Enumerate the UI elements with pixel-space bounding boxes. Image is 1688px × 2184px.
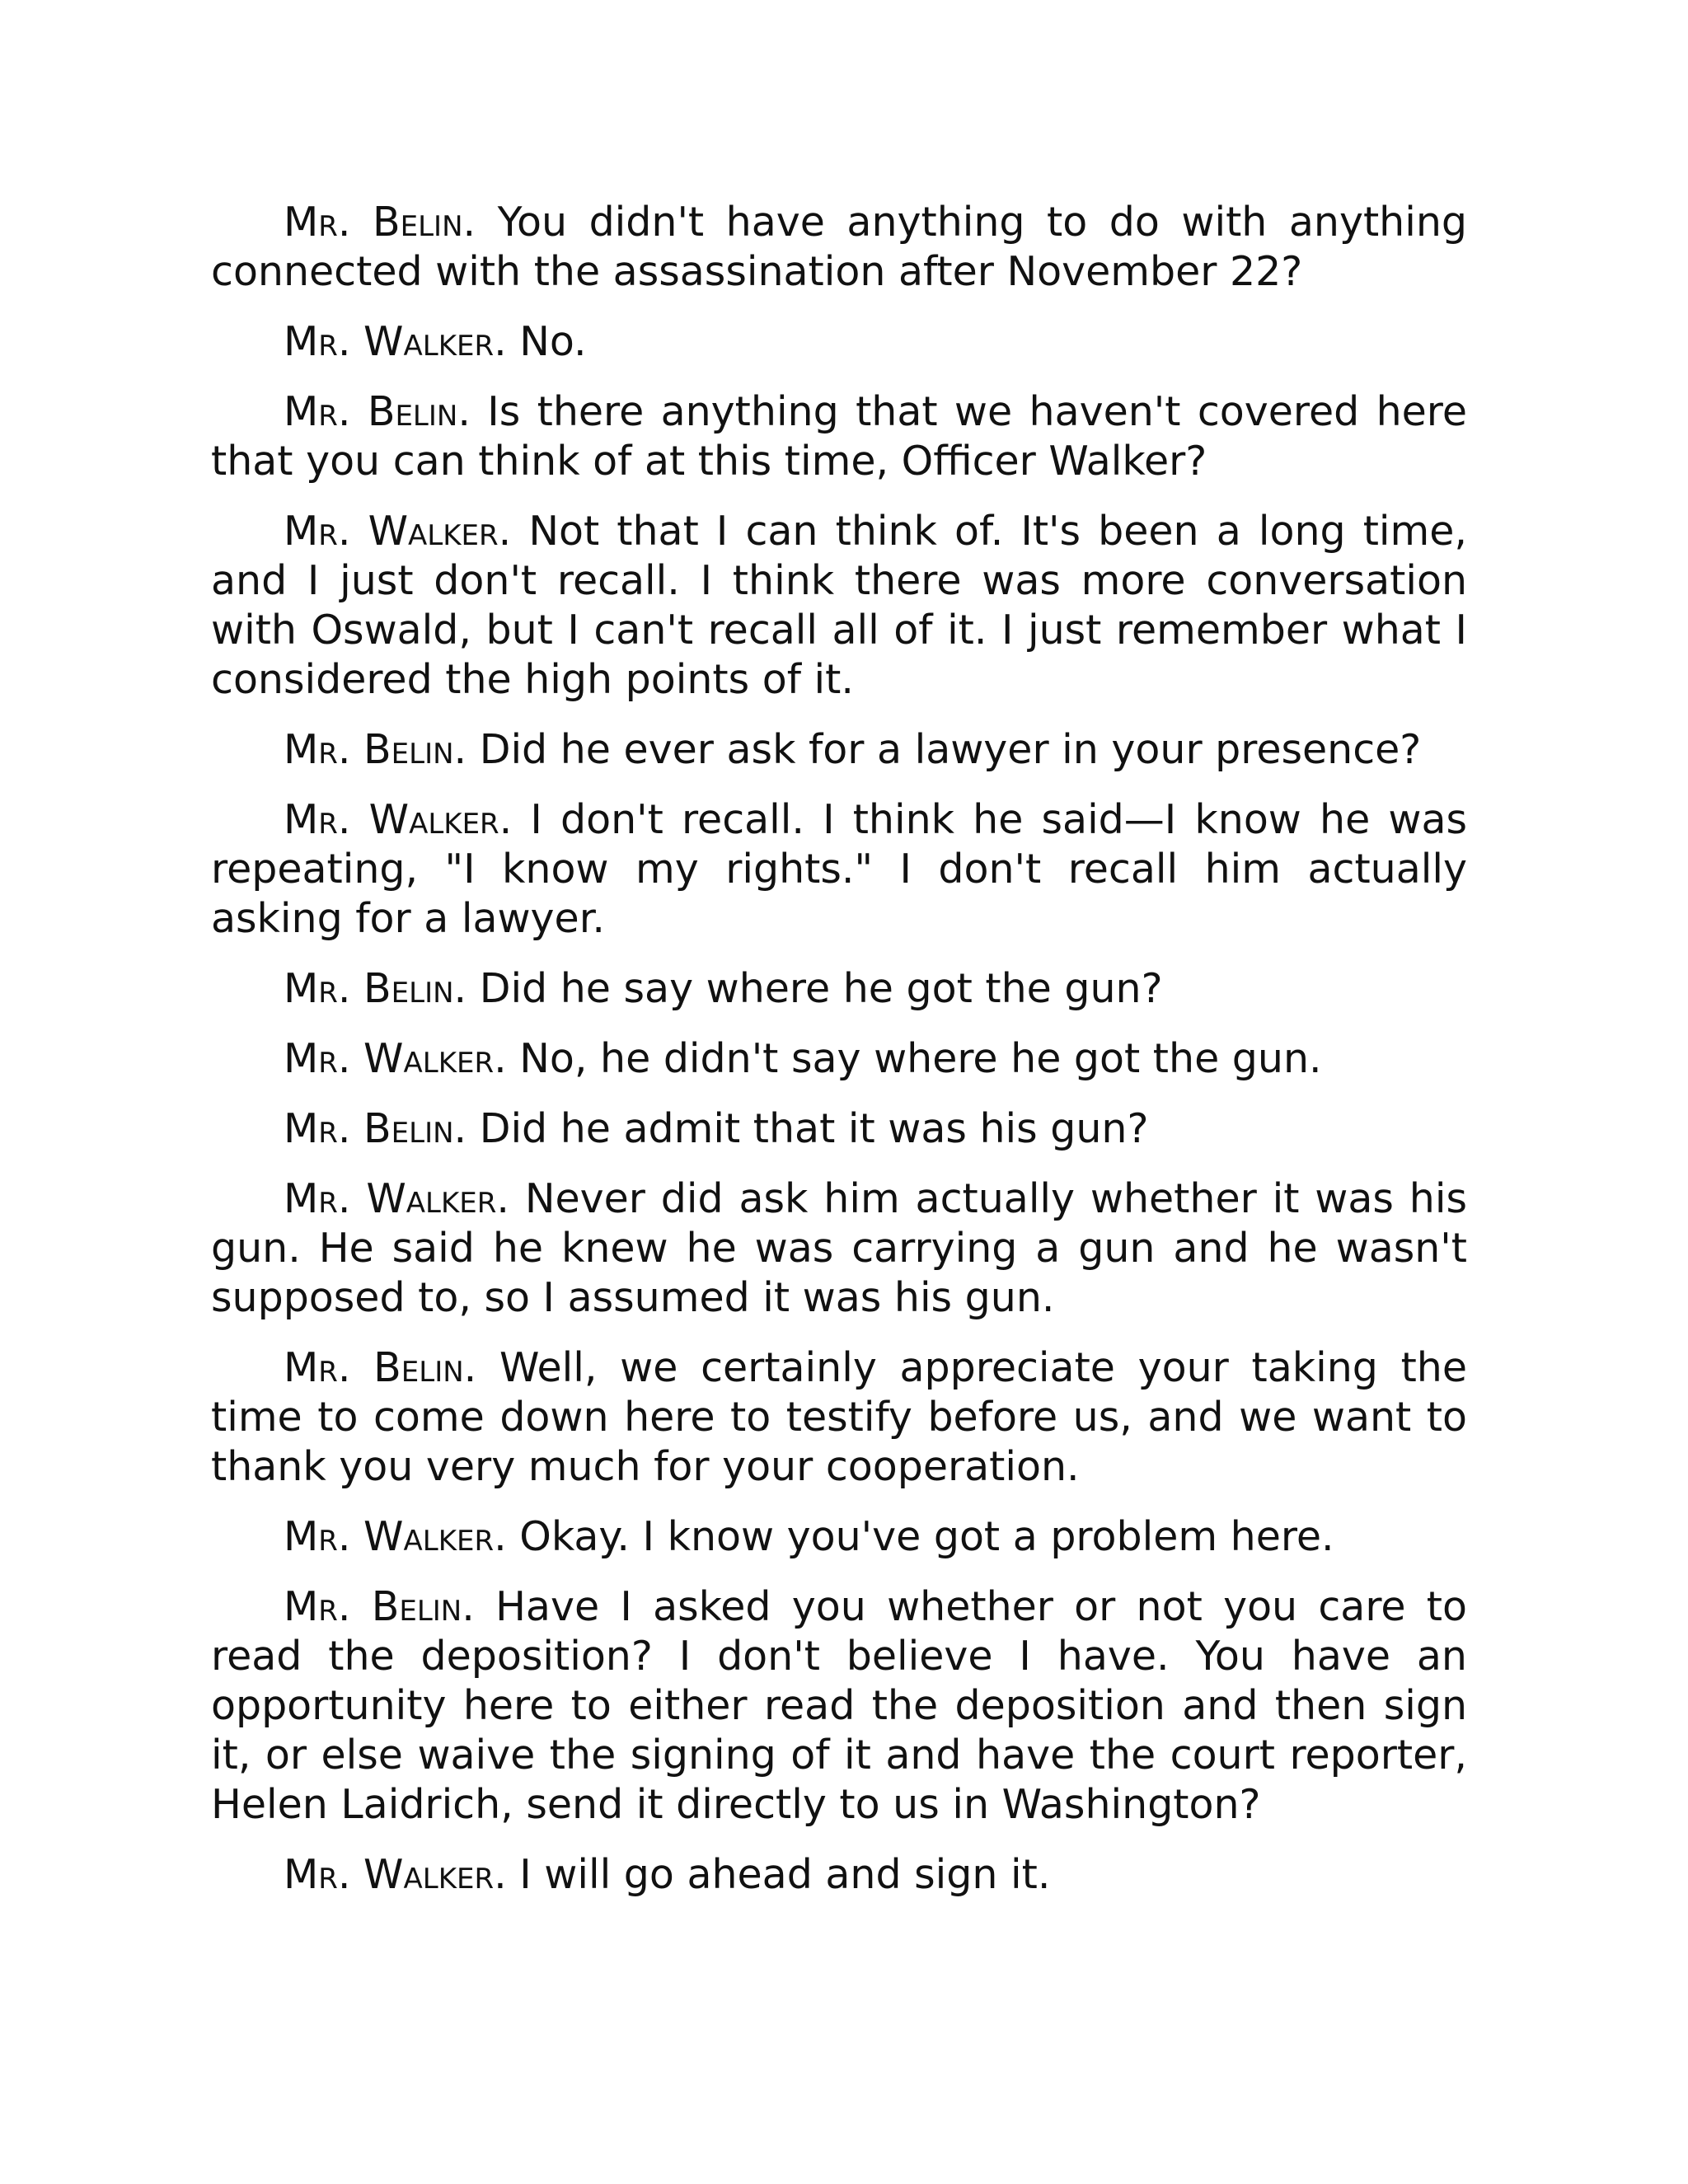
speech-text: Did he ever ask for a lawyer in your presence? bbox=[467, 726, 1422, 773]
speech-text: No, he didn't say where he got the gun. bbox=[506, 1035, 1322, 1082]
transcript-paragraph bbox=[211, 795, 1467, 944]
transcript-paragraph bbox=[211, 1034, 1467, 1084]
transcript-paragraph bbox=[211, 198, 1467, 297]
speaker-name: Mr. Belin. bbox=[284, 1105, 467, 1152]
speech-text: No. bbox=[506, 318, 587, 365]
transcript-paragraph bbox=[211, 1512, 1467, 1562]
speaker-name: Mr. Walker. bbox=[284, 1513, 507, 1560]
speaker-name: Mr. Walker. bbox=[284, 318, 507, 365]
speaker-name: Mr. Walker. bbox=[284, 796, 513, 843]
speech-text: Did he admit that it was his gun? bbox=[467, 1105, 1149, 1152]
speech-text: Is there anything that we haven't covered here that you can think of at this time, Officer Walker? bbox=[211, 388, 1467, 485]
transcript-paragraph bbox=[211, 1343, 1467, 1492]
speaker-name: Mr. Belin. bbox=[284, 965, 467, 1012]
speech-text: You didn't have anything to do with anything connected with the assassination after November 22? bbox=[211, 199, 1467, 295]
speech-text: Never did ask him actually whether it was his gun. He said he knew he was carrying a gun and he wasn't supposed to, so I assumed it was his gun. bbox=[211, 1175, 1467, 1321]
speaker-name: Mr. Belin. bbox=[284, 1344, 477, 1391]
speaker-name: Mr. Walker. bbox=[284, 1851, 507, 1898]
speaker-name: Mr. Belin. bbox=[284, 1583, 475, 1630]
transcript-page bbox=[211, 198, 1467, 1920]
transcript-paragraph bbox=[211, 1104, 1467, 1154]
speaker-name: Mr. Walker. bbox=[284, 1175, 509, 1222]
transcript-paragraph bbox=[211, 387, 1467, 486]
speaker-name: Mr. Belin. bbox=[284, 726, 467, 773]
transcript-paragraph bbox=[211, 1582, 1467, 1830]
speech-text: Well, we certainly appreciate your taking the time to come down here to testify before us, and we want to thank you very much for your cooperation. bbox=[211, 1344, 1467, 1490]
speech-text: Not that I can think of. It's been a long time, and I just don't recall. I think there was more conversation with Oswald, but I can't recall all of it. I just remember what I considered the high points of it. bbox=[211, 508, 1467, 703]
speech-text: Okay. I know you've got a problem here. bbox=[506, 1513, 1334, 1560]
speaker-name: Mr. Walker. bbox=[284, 1035, 507, 1082]
speaker-name: Mr. Belin. bbox=[284, 388, 471, 435]
speaker-name: Mr. Walker. bbox=[284, 508, 512, 555]
speech-text: Did he say where he got the gun? bbox=[467, 965, 1163, 1012]
transcript-paragraph bbox=[211, 725, 1467, 775]
speech-text: I will go ahead and sign it. bbox=[506, 1851, 1051, 1898]
speech-text: I don't recall. I think he said—I know he was repeating, "I know my rights." I don't recall him actually asking for a lawyer. bbox=[211, 796, 1468, 942]
speech-text: Have I asked you whether or not you care to read the deposition? I don't believe I have. You have an opportunity here to either read the deposition and then sign it, or else waive the signing of it and have the court reporter, Helen Laidrich, send it directly to us in Washington? bbox=[211, 1583, 1467, 1828]
transcript-paragraph bbox=[211, 1174, 1467, 1323]
speaker-name: Mr. Belin. bbox=[284, 199, 476, 246]
transcript-paragraph bbox=[211, 964, 1467, 1014]
transcript-paragraph bbox=[211, 1850, 1467, 1900]
transcript-paragraph bbox=[211, 317, 1467, 367]
transcript-paragraph bbox=[211, 507, 1467, 705]
